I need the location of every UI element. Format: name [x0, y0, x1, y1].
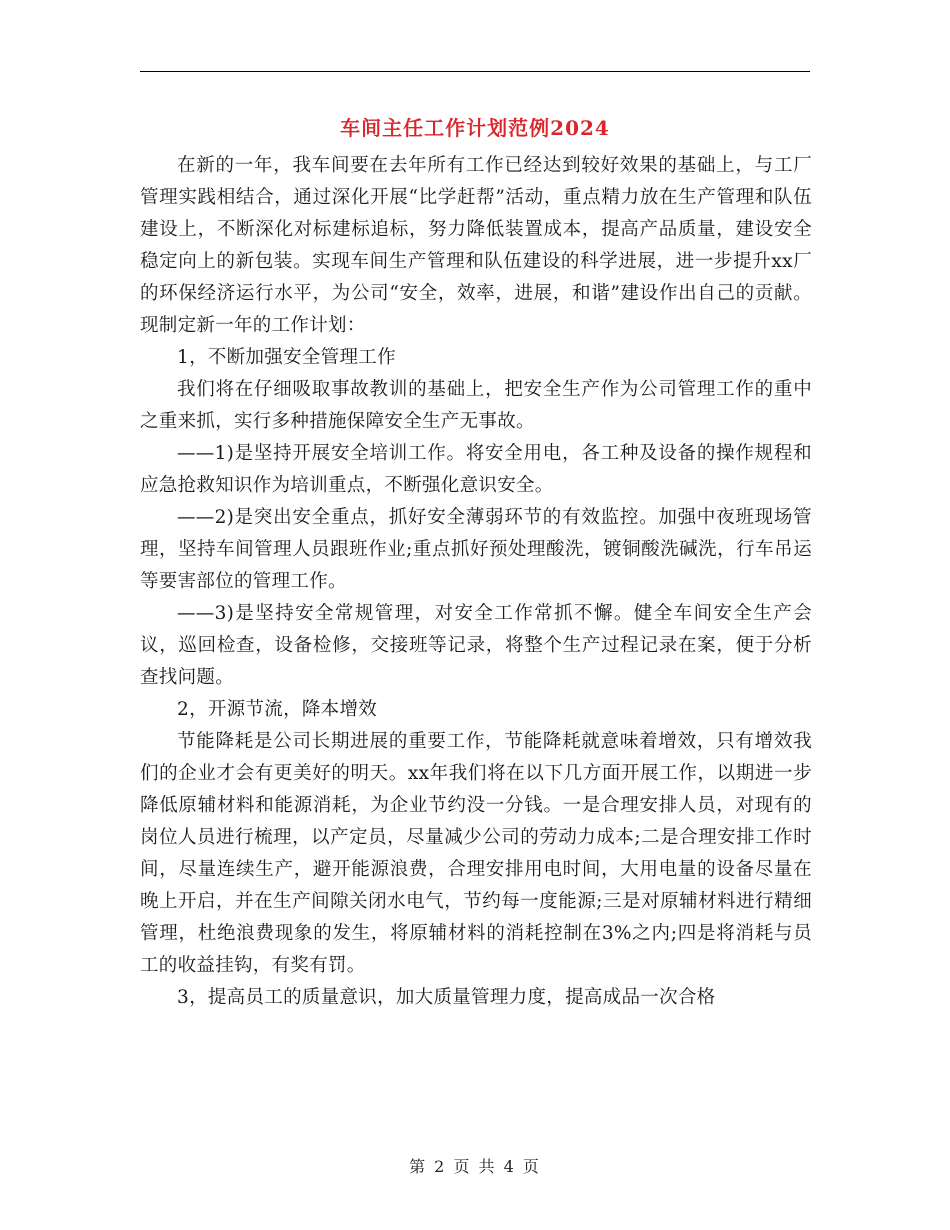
paragraph-intro: 在新的一年，我车间要在去年所有工作已经达到较好效果的基础上，与工厂管理实践相结合，通过深化开展“比学赶帮”活动，重点精力放在生产管理和队伍建设上，不断深化对标建标追标，努力降低装置成本，提高产品质量，建设安全稳定向上的新包装。实现车间生产管理和队伍建设的科学进展，进一步提升xx厂的环保经济运行水平，为公司“安全，效率，进展，和谐”建设作出自己的贡献。现制定新一年的工作计划： — [140, 155, 812, 336]
paragraph-cost-saving: 节能降耗是公司长期进展的重要工作，节能降耗就意味着增效，只有增效我们的企业才会有更美好的明天。xx年我们将在以下几方面开展工作，以期进一步降低原辅材料和能源消耗，为企业节约没一分钱。一是合理安排人员，对现有的岗位人员进行梳理，以产定员，尽量减少公司的劳动力成本;二是合理安排工作时间，尽量连续生产，避开能源浪费，合理安排用电时间，大用电量的设备尽量在晚上开启，并在生产间隙关闭水电气，节约每一度能源;三是对原辅材料进行精细管理，杜绝浪费现象的发生，将原辅材料的消耗控制在3%之内;四是将消耗与员工的收益挂钩，有奖有罚。 — [140, 731, 812, 976]
section-heading-1: 1，不断加强安全管理工作 — [177, 347, 396, 368]
paragraph-safety: 我们将在仔细吸取事故教训的基础上，把安全生产作为公司管理工作的重中之重来抓，实行多种措施保障安全生产无事故。 — [140, 379, 812, 432]
paragraph-safety-item-1: ——1)是坚持开展安全培训工作。将安全用电，各工种及设备的操作规程和应急抢救知识作为培训重点，不断强化意识安全。 — [140, 443, 812, 496]
page-footer: 第 2 页 共 4 页 — [409, 1157, 541, 1176]
section-heading-3: 3，提高员工的质量意识，加大质量管理力度，提高成品一次合格 — [177, 987, 716, 1008]
document-title: 车间主任工作计划范例2024 — [340, 116, 610, 140]
header-rule — [140, 71, 810, 72]
paragraph-safety-item-3: ——3)是坚持安全常规管理，对安全工作常抓不懈。健全车间安全生产会议，巡回检查，设备检修，交接班等记录，将整个生产过程记录在案，便于分析查找问题。 — [140, 603, 812, 688]
paragraph-safety-item-2: ——2)是突出安全重点，抓好安全薄弱环节的有效监控。加强中夜班现场管理，坚持车间管理人员跟班作业;重点抓好预处理酸洗，镀铜酸洗碱洗，行车吊运等要害部位的管理工作。 — [140, 507, 812, 592]
section-heading-2: 2，开源节流，降本增效 — [177, 699, 378, 720]
document-body — [140, 150, 812, 1014]
